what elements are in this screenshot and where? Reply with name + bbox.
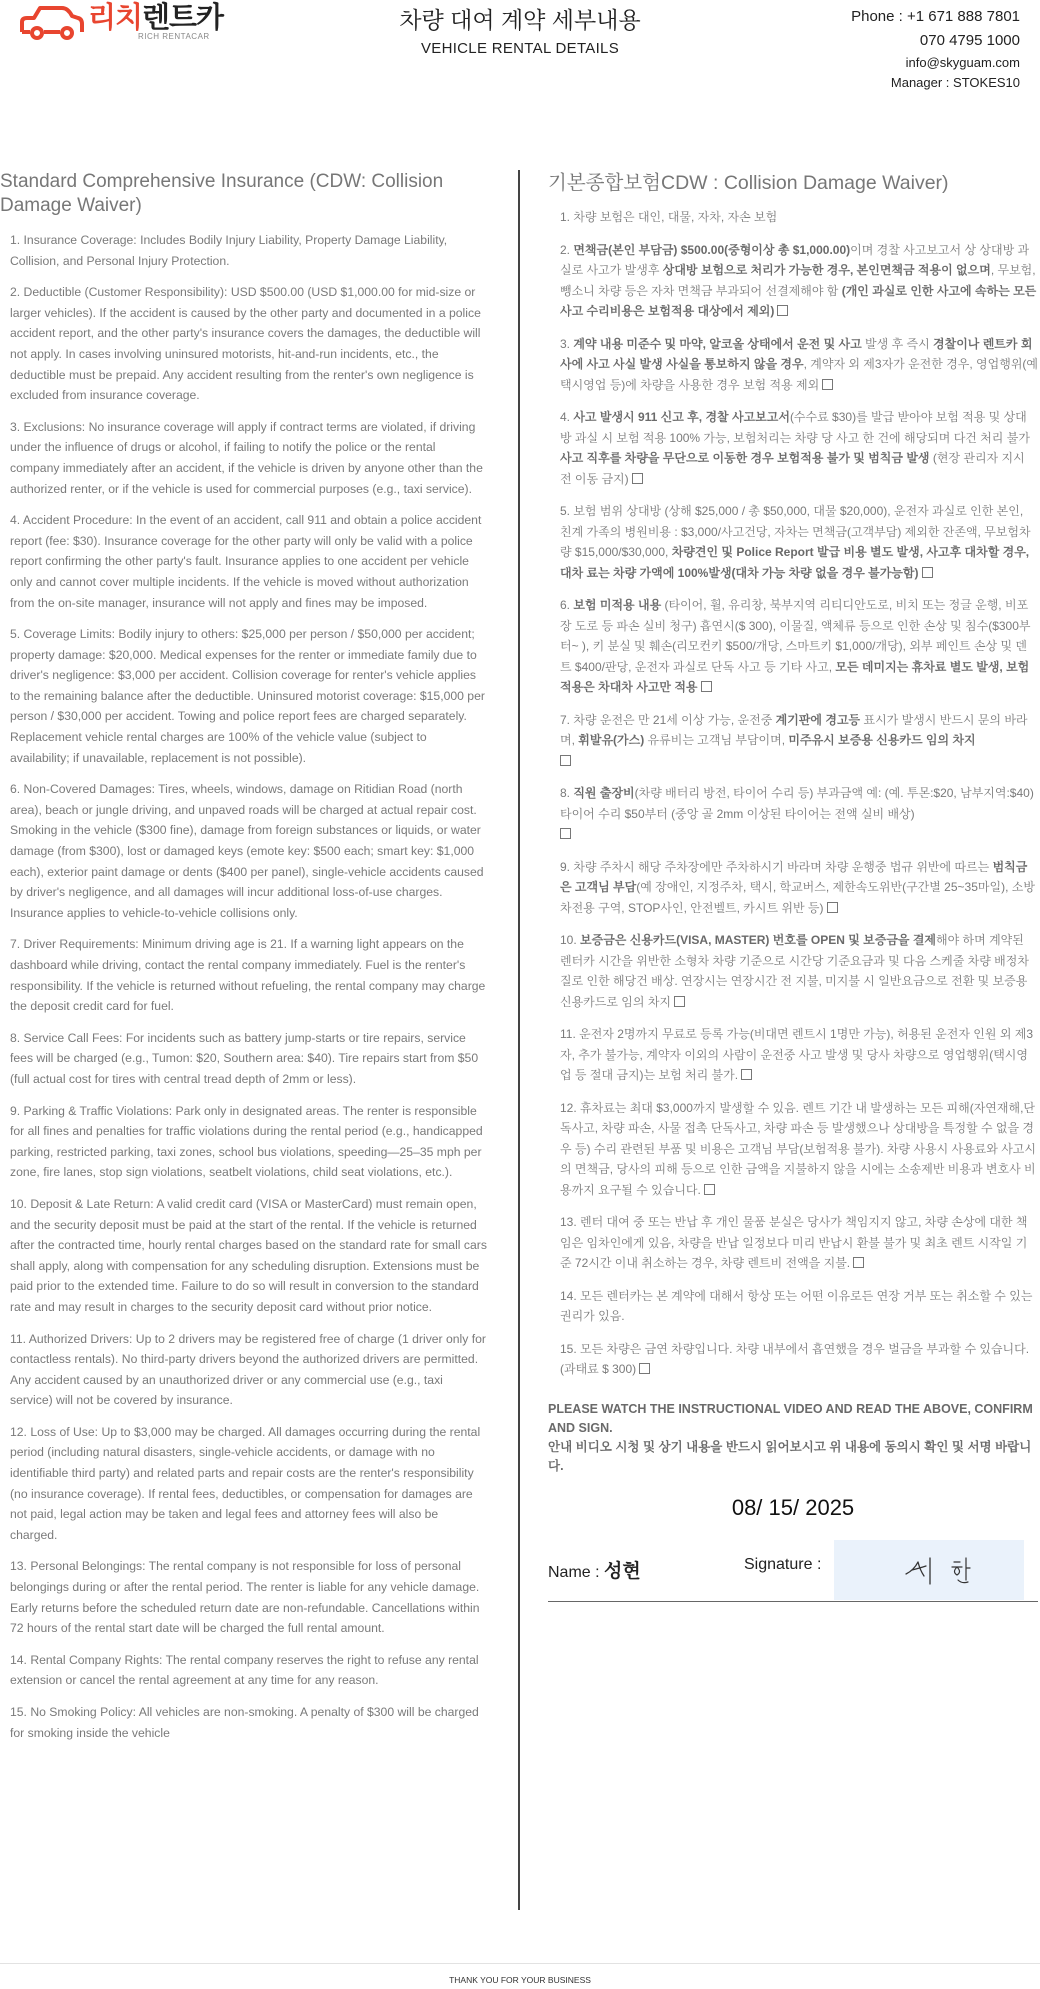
term-item: 13. Personal Belongings: The rental company is not responsible for loss of personal belongings during or after the rental period. The renter is liable for any vehicle damage. Early returns before the scheduled return date are non-refundable. Cancellations within 72 hours of the rental start date will be charged the full rental amount. [10, 1559, 480, 1636]
contract-date: 08/ 15/ 2025 [731, 1495, 855, 1520]
renter-name: Name : 성현 [548, 1561, 641, 1582]
signature-row [548, 1540, 1038, 1602]
column-divider [518, 170, 520, 1910]
email-address: info@skyguam.com [905, 55, 1020, 70]
term-item: 14. Rental Company Rights: The rental company reserves the right to refuse any rental extension or cancel the rental agreement at any time for any reason. [10, 1652, 479, 1688]
term-item: 10. Deposit & Late Return: A valid credit card (VISA or MasterCard) must remain open, and the security deposit must be paid at the start of the rental. If the vehicle is returned after the contracted time, hourly rental charges based on the standard rate for small cars shall apply, along with compensation for any scheduling disruption. Extensions must be paid prior to the extended time. Failure to do so will result in conversion to the standard rate and may result in charges to the security deposit card without prior notice. [10, 1196, 487, 1314]
term-item: 3. Exclusions: No insurance coverage will apply if contract terms are violated, if driving under the influence of drugs or alcohol, if failing to notify the police or the rental company immediately after an accident, if the vehicle is driven by anyone other than the authorized renter, or if the vehicle is used for commercial purposes (e.g., taxi service). [10, 419, 483, 496]
sign-notice-english: PLEASE WATCH THE INSTRUCTIONAL VIDEO AND READ THE ABOVE, CONFIRM AND SIGN. [548, 1401, 1033, 1435]
footer-divider [0, 1963, 1040, 1964]
term-item: 4. Accident Procedure: In the event of an accident, call 911 and obtain a police accident report (fee: $30). Insurance coverage for the other party will only be valid with a police report confirming the other party's fault. Insurance applies to one accident per vehicle only and cannot cover multiple incidents. If the vehicle is moved without authorization from the on-site manager, insurance will not apply and fines may be imposed. [10, 513, 482, 610]
sign-notice-korean: 안내 비디오 시청 및 상기 내용을 반드시 읽어보시고 위 내용에 동의시 확인 및 서명 바랍니다. [548, 1439, 1032, 1473]
korean-terms-heading: 기본종합보험CDW : Collision Damage Waiver) [548, 172, 949, 194]
renter-name-value: 성현 [604, 1561, 641, 1582]
term-item: 11. Authorized Drivers: Up to 2 drivers may be registered free of charge (1 driver only for contactless rentals). No third-party drivers beyond the authorized drivers are permitted. Any accident caused by an unauthorized driver or any commercial use (e.g., taxi service) will not be covered by insurance. [10, 1331, 486, 1408]
korean-terms-column [548, 170, 1038, 1476]
agree-checkbox[interactable] [922, 567, 933, 578]
term-item: 15. 모든 차량은 금연 차량입니다. 차량 내부에서 흡연했을 경우 벌금을 부과할 수 있습니다. (과태료 $ 300) [560, 1341, 1030, 1376]
agree-checkbox[interactable] [777, 305, 788, 316]
page-title-english: VEHICLE RENTAL DETAILS [420, 40, 620, 57]
page-title-korean: 차량 대여 계약 세부내용 [399, 7, 641, 33]
term-item: 2. Deductible (Customer Responsibility): USD $500.00 (USD $1,000.00 for mid-size or larger vehicles). If the accident is caused by the other party and documented in a police accident report, and the other party's insurance covers the damages, the deductible will not apply. In cases involving uninsured motorists, hit-and-run incidents, etc., the deductible must be prepaid. Any accident resulting from the renter's own negligence is excluded from insurance coverage. [10, 285, 481, 403]
agree-checkbox[interactable] [827, 902, 838, 913]
agree-checkbox[interactable] [639, 1363, 650, 1374]
term-item: 2. 면책금(본인 부담금) $500.00(중형이상 총 $1,000.00)이며 경찰 사고보고서 상 상대방 과실로 사고가 발생후 상대방 보험으로 처리가 가능한 경우, 본인면책금 적용이 없으며, 무보험, 뺑소니 차량 등은 자차 면책금 부과되어 선결제해야 함 (개인 과실로 인한 사고에 속하는 모든 사고 수리비용은 보험적용 대상에서 제외) [560, 242, 1037, 318]
contact-info [851, 5, 1020, 93]
term-item: 8. Service Call Fees: For incidents such as battery jump-starts or tire repairs, service fees will be charged (e.g., Tumon: $20, Southern area: $40). Tire repairs start from $50 (full actual cost for tires with central tread depth of 2mm or less). [10, 1030, 479, 1086]
agree-checkbox[interactable] [701, 681, 712, 692]
term-item: 4. 사고 발생시 911 신고 후, 경찰 사고보고서(수수료 $30)를 발급 받아야 보험 적용 및 상대방 과실 시 보험 적용 100% 가능, 보험처리는 차량 당 사고 한 건에 해당되며 다건 처리 불가 사고 직후를 차량을 무단으로 이동한 경우 보험적용 불가 및 범칙금 발생 (현장 관리자 지시 전 이동 금지) [560, 410, 1030, 486]
sign-notice [548, 1400, 1038, 1476]
agree-checkbox[interactable] [674, 996, 685, 1007]
footer-text: THANK YOU FOR YOUR BUSINESS [449, 1975, 591, 1985]
agree-checkbox[interactable] [741, 1069, 752, 1080]
term-item: 6. Non-Covered Damages: Tires, wheels, windows, damage on Ritidian Road (north area), beach or jungle driving, and unpaved roads will be charged at actual repair cost. Smoking in the vehicle ($300 fine), damage from foreign substances or liquids, or water damage (from $300), lost or damaged keys (emote key: $500 each; smart key: $1,000 each), exterior paint damage or dents ($400 per panel), single-vehicle accidents caused by driver's negligence, and all damages will incur additional loss-of-use charges. Insurance applies to vehicle-to-vehicle collisions only. [10, 782, 484, 920]
logo-subtitle: RICH RENTACAR [138, 32, 210, 41]
term-item: 8. 직원 출장비(차량 배터리 방전, 타이어 수리 등) 부과금액 예: (예. 투몬:$20, 남부지역:$40) 타이어 수리 $50부터 (중앙 골 2mm 이상된 타이어는 전액 실비 배상) [548, 783, 1038, 845]
term-item: 13. 렌터 대여 중 또는 반납 후 개인 물품 분실은 당사가 책임지지 않고, 차량 손상에 대한 책임은 임차인에게 있음, 차량을 반납 일정보다 미리 반납시 환불 불가 및 최초 렌트 시작일 기준 72시간 이내 취소하는 경우, 차량 렌트비 전액을 지불. [560, 1215, 1028, 1270]
agree-checkbox[interactable] [560, 828, 571, 839]
term-item: 12. 휴차료는 최대 $3,000까지 발생할 수 있음. 렌트 기간 내 발생하는 모든 피해(자연재해,단독사고, 차량 파손, 사물 접촉 단독사고, 차량 파손 등 발생했으나 상대방을 특정할 수 없을 경우 등) 수리 관련된 부품 및 비용은 고객님 부담(보험적용 불가). 차량 사용시 사용료와 사고시의 면책금, 당사의 피해 등으로 인한 금액을 지불하지 않을 시에는 소송제반 비용과 변호사 비용까지 요구될 수 있습니다. [560, 1100, 1036, 1197]
header [0, 0, 1040, 90]
handwritten-signature [834, 1540, 1024, 1600]
term-item: 14. 모든 렌터카는 본 계약에 대해서 항상 또는 어떤 이유로든 연장 거부 또는 취소할 수 있는 권리가 있음. [560, 1288, 1033, 1323]
signature-field[interactable] [834, 1540, 1024, 1600]
term-item: 7. Driver Requirements: Minimum driving age is 21. If a warning light appears on the dashboard while driving, contact the rental company immediately. Fuel is the renter's responsibility. If the vehicle is returned without refueling, the rental company may charge the deposit credit card for fuel. [10, 937, 486, 1014]
term-item: 7. 차량 운전은 만 21세 이상 가능, 운전중 계기판에 경고등 표시가 발생시 반드시 문의 바라며, 휘발유(가스) 유류비는 고객님 부담이며, 미주유시 보증용 신용카드 임의 차지 [548, 710, 1038, 772]
term-item: 6. 보험 미적용 내용 (타이어, 휠, 유리창, 북부지역 리티디안도로, 비치 또는 정글 운행, 비포장 도로 등 파손 실비 청구) 흡연시($ 300), 이물질, 액체류 등으로 인한 손상 및 침수($300부터~ ), 키 분실 및 훼손(리모컨키 $500/개당, 스마트키 $1,000/개당), 외부 페인트 손상 및 덴트 $400/판당, 운전자 과실로 단독 사고 등 기타 사고, 모든 데미지는 휴차료 별도 발생, 보험적용은 차대차 사고만 적용 [560, 598, 1031, 694]
agree-checkbox[interactable] [704, 1184, 715, 1195]
term-item: 5. 보험 범위 상대방 (상해 $25,000 / 총 $50,000, 대물 $20,000), 운전자 과실로 인한 본인, 친계 가족의 병원비용 : $3,000/사고건당, 자차는 면책금(고객부담) 제외한 잔존액, 무보험차량 $15,000/$30,000, 차량견인 및 Police Report 발급 비용 별도 발생, 사고후 대차할 경우, 대차 료는 차량 가액에 100%발생(대차 가능 차량 없을 경우 불가능함) [560, 504, 1031, 580]
english-terms-column [0, 170, 488, 1754]
term-item: 12. Loss of Use: Up to $3,000 may be charged. All damages occurring during the rental period (including natural disasters, single-vehicle accidents, or damage with no identifiable third party) and related parts and repair costs are the renter's responsibility (no insurance coverage). If rental fees, deductibles, or compensation for damages are not paid, legal action may be taken and legal fees and attorney fees will also be charged. [10, 1424, 481, 1542]
term-item: 1. Insurance Coverage: Includes Bodily Injury Liability, Property Damage Liability, Collision, and Personal Injury Protection. [10, 233, 448, 268]
term-item: 15. No Smoking Policy: All vehicles are non-smoking. A penalty of $300 will be charged for smoking inside the vehicle [10, 1705, 479, 1740]
signature-label: Signature : [744, 1556, 822, 1573]
agree-checkbox[interactable] [822, 379, 833, 390]
agree-checkbox[interactable] [632, 473, 643, 484]
phone-number: Phone : +1 671 888 7801 [851, 8, 1020, 25]
manager-name: Manager : STOKES10 [890, 75, 1020, 90]
term-item: 9. Parking & Traffic Violations: Park only in designated areas. The renter is responsible for all fines and penalties for traffic violations during the rental period (e.g., handicapped parking, restricted parking, taxi zones, school bus violations, speeding—25–35 mph per zone, fire lanes, stop sign violations, seatbelt violations, child seat violations, etc.). [10, 1103, 483, 1180]
term-item: 1. 차량 보험은 대인, 대물, 자차, 자손 보험 [560, 210, 778, 224]
english-terms-heading: Standard Comprehensive Insurance (CDW: Collision Damage Waiver) [0, 171, 444, 216]
agree-checkbox[interactable] [853, 1257, 864, 1268]
phone-number-secondary: 070 4795 1000 [919, 32, 1020, 49]
term-item: 9. 차량 주차시 해당 주차장에만 주차하시기 바라며 차량 운행중 법규 위반에 따르는 범칙금은 고객님 부담(예 장애인, 지정주차, 택시, 학교버스, 제한속도위반(구간별 25~35마일), 소방차전용 구역, STOP사인, 안전벨트, 카시트 위반 등) [560, 859, 1035, 915]
agree-checkbox[interactable] [560, 755, 571, 766]
term-item: 11. 운전자 2명까지 무료로 등록 가능(비대면 렌트시 1명만 가능), 허용된 운전자 인원 외 제3자, 추가 불가능, 계약자 이외의 사람이 운전중 사고 발생 및 당사 차량으로 영업행위(택시영업 등 절대 금지)는 보험 처리 불가. [560, 1027, 1034, 1082]
term-item: 3. 계약 내용 미준수 및 마약, 알코올 상태에서 운전 및 사고 발생 후 즉시 경찰이나 렌트카 회사에 사고 사실 발생 사실을 통보하지 않을 경우, 계약자 외 제3자가 운전한 경우, 영업행위(예 택시영업 등)에 차량을 사용한 경우 보험 적용 제외 [560, 336, 1039, 392]
term-item: 10. 보증금은 신용카드(VISA, MASTER) 번호를 OPEN 및 보증금을 결제해야 하며 계약된 렌터카 시간을 위반한 소형차 차량 기준으로 시간당 기준요금과 및 다음 스케줄 차량 배정차질로 인한 해당건 배상. 연장시는 연장시간 전 지불, 미지불 시 일반요금으로 전환 및 보증용 신용카드로 임의 차지 [560, 933, 1029, 1009]
logo-wordmark: 리치렌트카 [88, 2, 224, 34]
term-item: 5. Coverage Limits: Bodily injury to others: $25,000 per person / $50,000 per accident; property damage: $20,000. Medical expenses for the renter or immediate family due to driver's negligence: $3,000 per accident. Collision coverage for renter's vehicle applies to the remaining balance after the deductible. Uninsured motorist coverage: $15,000 per person / $30,000 per accident. Towing and police report fees are charged separately. Replacement vehicle rental charges are 100% of the vehicle value (subject to availability; if unavailable, replacement is not possible). [10, 627, 485, 765]
